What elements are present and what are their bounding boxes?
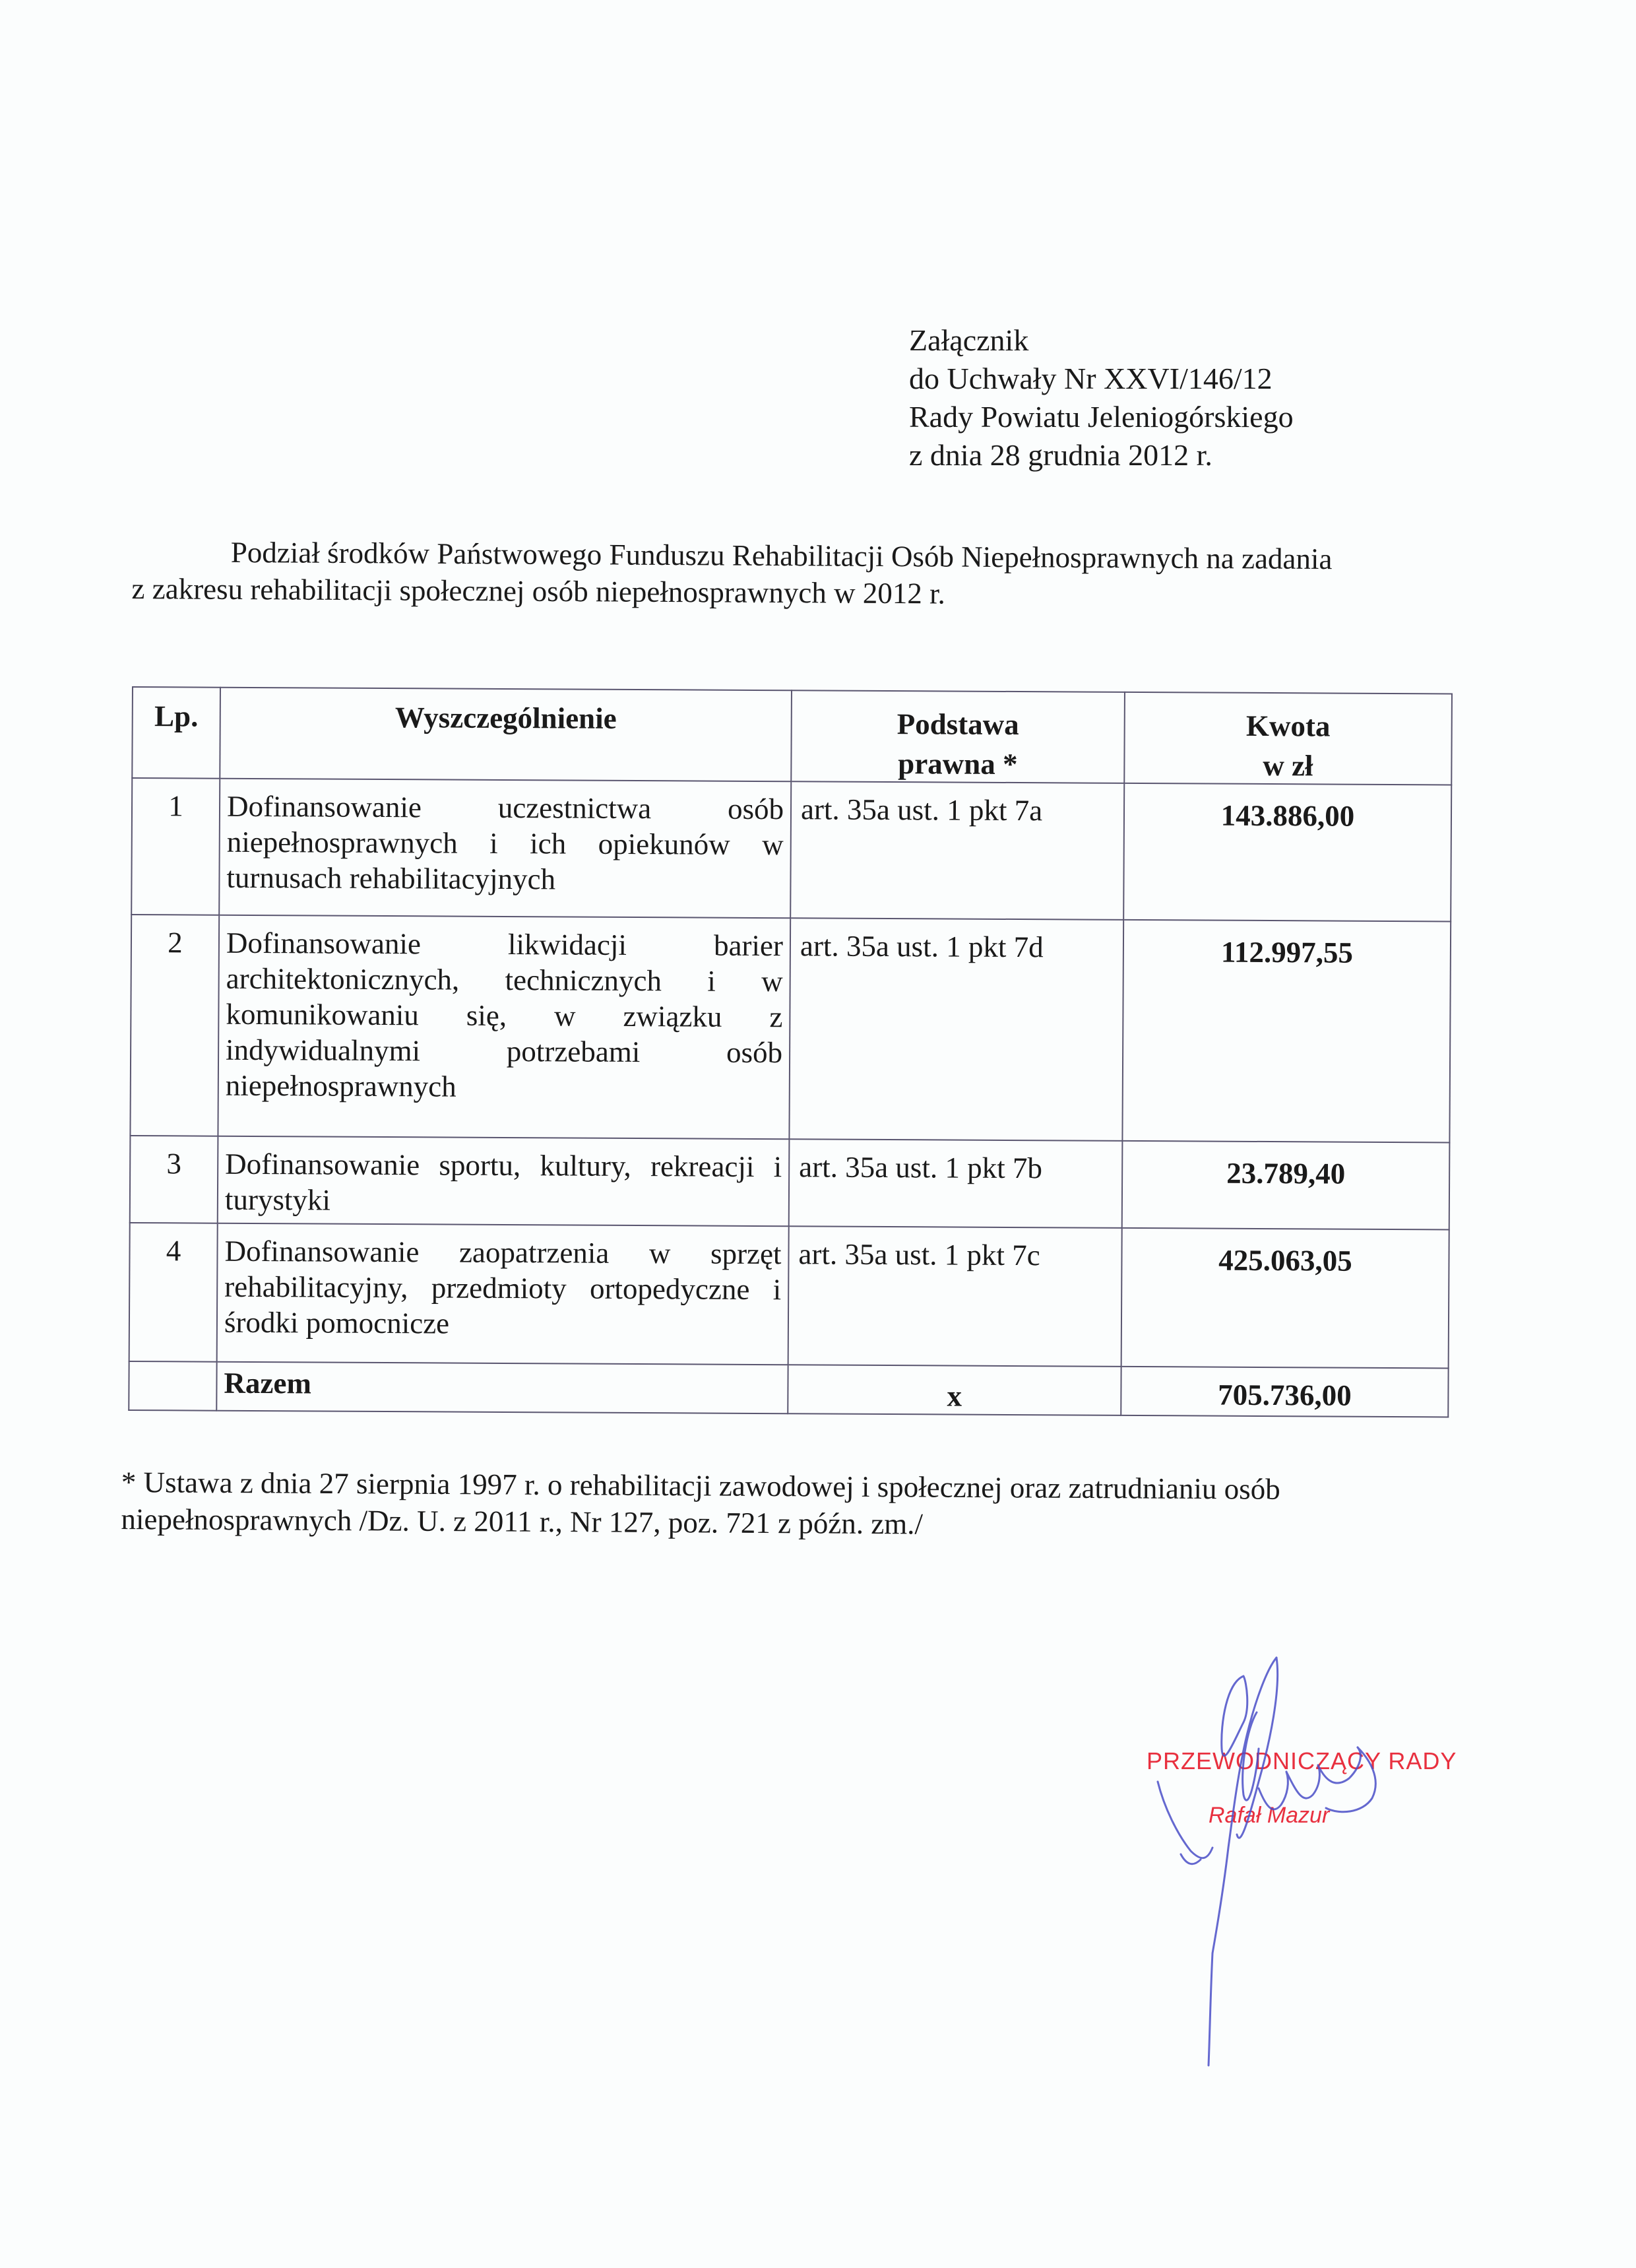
header-amount-line-2: w zł — [1263, 748, 1313, 783]
attachment-header — [909, 321, 1294, 474]
row-legal-basis: art. 35a ust. 1 pkt 7b — [789, 1139, 1123, 1228]
funds-allocation-table — [128, 686, 1453, 1417]
header-description: Wyszczególnienie — [220, 688, 792, 782]
header-amount-line-1: Kwota — [1245, 709, 1331, 743]
row-legal-basis: art. 35a ust. 1 pkt 7c — [788, 1226, 1122, 1367]
footnote-line-1: * Ustawa z dnia 27 sierpnia 1997 r. o rehabilitacji zawodowej i społecznej oraz zatrudnianiu osób — [121, 1466, 1280, 1506]
table-total-row — [129, 1361, 1448, 1417]
total-label: Razem — [216, 1362, 788, 1414]
funds-table-container — [128, 686, 1453, 1417]
table-row — [129, 1223, 1449, 1368]
table-header-row — [132, 687, 1452, 785]
header-amount — [1124, 692, 1452, 785]
council-name: Rady Powiatu Jeleniogórskiego — [909, 400, 1294, 434]
row-legal-basis: art. 35a ust. 1 pkt 7a — [790, 781, 1124, 920]
total-lp-empty — [129, 1361, 216, 1411]
title-line-1: Podział środków Państwowego Funduszu Rehabilitacji Osób Niepełnosprawnych na zadania — [230, 535, 1333, 576]
title-line-2: z zakresu rehabilitacji społecznej osób niepełnosprawnych w 2012 r. — [131, 571, 945, 610]
row-description: Dofinansowanie likwidacji barier architektonicznych, technicznych i w komunikowaniu się, w związku z indywidualnymi potrzebami osób niepełnosprawnych — [218, 915, 790, 1140]
row-description: Dofinansowanie sportu, kultury, rekreacji i turystyki — [218, 1136, 790, 1227]
header-legal-basis — [791, 690, 1125, 783]
resolution-number: do Uchwały Nr XXVI/146/12 — [909, 362, 1273, 395]
footnote — [121, 1464, 1474, 1546]
row-lp: 3 — [130, 1136, 218, 1223]
table-row — [130, 915, 1451, 1142]
attachment-label: Załącznik — [909, 323, 1029, 357]
document-title — [131, 533, 1458, 615]
row-description: Dofinansowanie uczestnictwa osób niepełnosprawnych i ich opiekunów w turnusach rehabilitacyjnych — [219, 779, 791, 919]
signature-block — [1108, 1650, 1478, 2085]
row-legal-basis: art. 35a ust. 1 pkt 7d — [789, 918, 1123, 1141]
row-amount: 23.789,40 — [1122, 1141, 1450, 1230]
table-row — [130, 1136, 1450, 1229]
header-legal-basis-line-2: prawna * — [898, 747, 1018, 781]
footnote-line-2: niepełnosprawnych /Dz. U. z 2011 r., Nr 127, poz. 721 z późn. zm./ — [121, 1502, 924, 1541]
row-amount: 143.886,00 — [1123, 783, 1451, 922]
handwritten-signature — [1108, 1650, 1478, 2085]
row-amount: 425.063,05 — [1121, 1228, 1449, 1369]
total-amount: 705.736,00 — [1121, 1367, 1448, 1417]
resolution-date: z dnia 28 grudnia 2012 r. — [909, 438, 1212, 472]
table-row — [131, 778, 1451, 921]
row-lp: 2 — [130, 915, 219, 1136]
row-amount: 112.997,55 — [1122, 920, 1451, 1143]
stamp-title: PRZEWODNICZĄCY RADY — [1147, 1747, 1457, 1774]
stamp-name: Rafał Mazur — [1209, 1803, 1330, 1828]
row-lp: 4 — [129, 1223, 218, 1362]
header-lp: Lp. — [132, 687, 220, 779]
row-description: Dofinansowanie zaopatrzenia w sprzęt rehabilitacyjny, przedmioty ortopedyczne i środki pomocnicze — [217, 1223, 789, 1365]
row-lp: 1 — [131, 778, 220, 915]
header-legal-basis-line-1: Podstawa — [897, 707, 1019, 742]
total-legal-basis: x — [788, 1365, 1121, 1415]
